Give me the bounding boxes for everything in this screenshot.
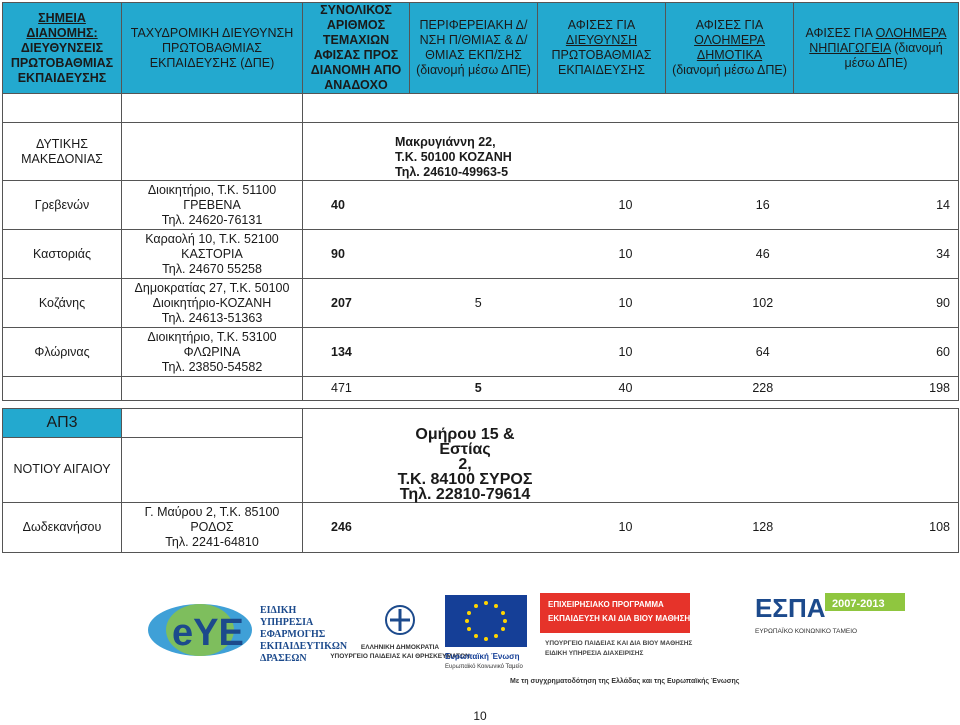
header-row [3,3,959,94]
header-posters-kindergarten: ΑΦΙΣΕΣ ΓΙΑ ΟΛΟΗΜΕΡΑ ΝΗΠΙΑΓΩΓΕΙΑ (διανομή μέσω ΔΠΕ) [794,3,959,94]
area-address: Διοικητήριο, Τ.Κ. 51100 ΓΡΕΒΕΝΑ Τηλ. 24620-76131 [122,181,303,230]
header-distribution-points: ΣΗΜΕΙΑ ΔΙΑΝΟΜΗΣ: ΔΙΕΥΘΥΝΣΕΙΣ ΠΡΩΤΟΒΑΘΜΙΑΣ ΕΚΠΑΙΔΕΥΣΗΣ [3,3,122,94]
area-name: Κοζάνης [3,279,122,328]
svg-text:ΕΙΔΙΚΗΥΠΗΡΕΣΙΑΕΦΑΡΜΟΓΗΣΕΚΠΑΙΔΕ: ΕΙΔΙΚΗ ΥΠΗΡΕΣΙΑ ΕΦΑΡΜΟΓΗΣ ΕΚΠΑΙΔΕΥΤΙΚΩΝ ΔΡΑΣΕΩΝ [260,605,348,664]
svg-text:ΕΛΛΗΝΙΚΗ ΔΗΜΟΚΡΑΤΙΑΥΠΟΥΡΓΕΙΟ Π: ΕΛΛΗΝΙΚΗ ΔΗΜΟΚΡΑΤΙΑ ΥΠΟΥΡΓΕΙΟ ΠΑΙΔΕΙΑΣ ΚΑΙ ΘΡΗΣΚΕΥΜΑΤΩΝ [330,644,470,660]
spacer-row [3,94,959,123]
area-address: Δημοκρατίας 27, Τ.Κ. 50100 Διοικητήριο-ΚΟΖΑΝΗ Τηλ. 24613-51363 [122,279,303,328]
header-posters-primary: ΑΦΙΣΕΣ ΓΙΑ ΟΛΟΗΜΕΡΑ ΔΗΜΟΤΙΚΑ (διανομή μέσω ΔΠΕ) [666,3,794,94]
area-name: Καστοριάς [3,230,122,279]
totals-row [3,377,959,401]
area-values: 207 5 10 102 90 [303,279,959,328]
svg-text:eYE: eYE [172,612,244,654]
sponsor-logos [0,575,960,695]
cofunding-text: Με τη συγχρηματοδότηση της Ελλάδας και της Ευρωπαϊκής Ένωσης [510,678,740,685]
table-row [3,181,959,230]
area-name: Γρεβενών [3,181,122,230]
area-address: Καραολή 10, Τ.Κ. 52100 ΚΑΣΤΟΡΙΑ Τηλ. 24670 55258 [122,230,303,279]
header-regional-directorate: ΠΕΡΙΦΕΡΕΙΑΚΗ Δ/ΝΣΗ Π/ΘΜΙΑΣ & Δ/ΘΜΙΑΣ ΕΚΠ/ΣΗΣ (διανομή μέσω ΔΠΕ) [410,3,538,94]
region-address: Ομήρου 15 & Εστίας 2, Τ.Κ. 84100 ΣΥΡΟΣ Τηλ. 22810-79614 [397,426,533,503]
area-address: Διοικητήριο, Τ.Κ. 53100 ΦΛΩΡΙΝΑ Τηλ. 23850-54582 [122,328,303,377]
region-name: ΝΟΤΙΟΥ ΑΙΓΑΙΟΥ [3,437,122,502]
svg-text:ΕΣΠΑ: ΕΣΠΑ [755,593,826,623]
table-row [3,328,959,377]
area-address: Γ. Μαύρου 2, Τ.Κ. 85100 ΡΟΔΟΣ Τηλ. 2241-64810 [122,503,303,553]
epeaek-logo [540,593,692,657]
region-name: ΔΥΤΙΚΗΣ ΜΑΚΕΔΟΝΙΑΣ [3,123,122,181]
area-name: Δωδεκανήσου [3,503,122,553]
svg-text:ΥΠΟΥΡΓΕΙΟ ΠΑΙΔΕΙΑΣ ΚΑΙ ΔΙΑ ΒΙΟ: ΥΠΟΥΡΓΕΙΟ ΠΑΙΔΕΙΑΣ ΚΑΙ ΔΙΑ ΒΙΟΥ ΜΑΘΗΣΗΣ ΕΙΔΙΚΗ ΥΠΗΡΕΣΙΑ ΔΙΑΧΕΙΡΙΣΗΣ [545,640,693,657]
espa-logo [755,593,905,635]
table-row [3,230,959,279]
svg-text:Ευρωπαϊκή Ένωση: Ευρωπαϊκή Ένωση [445,652,520,661]
region-address: Μακρυγιάννη 22, Τ.Κ. 50100 ΚΟΖΑΝΗ Τηλ. 24610-49963-5 [395,135,512,179]
table-row [3,279,959,328]
header-postal-address: ΤΑΧΥΔΡΟΜΙΚΗ ΔΙΕΥΘΥΝΣΗ ΠΡΩΤΟΒΑΘΜΙΑΣ ΕΚΠΑΙΔΕΥΣΗΣ (ΔΠΕ) [122,3,303,94]
svg-text:2007-2013: 2007-2013 [832,598,885,610]
eu-flag [445,595,527,670]
page-number: 10 [473,709,487,723]
section-label: ΑΠ3 [3,409,122,438]
gap-row [3,401,959,409]
eye-logo [148,604,348,664]
totals-values: 471 5 40 228 198 [303,377,959,401]
table-row [3,503,959,553]
section-label-row [3,409,959,438]
header-posters-dpe: ΑΦΙΣΕΣ ΓΙΑ ΔΙΕΥΘΥΝΣΗ ΠΡΩΤΟΒΑΘΜΙΑΣ ΕΚΠΑΙΔΕΥΣΗΣ [538,3,666,94]
header-total-posters: ΣΥΝΟΛΙΚΟΣ ΑΡΙΘΜΟΣ ΤΕΜΑΧΙΩΝ ΑΦΙΣΑΣ ΠΡΟΣ ΔΙΑΝΟΜΗ ΑΠΟ ΑΝΑΔΟΧΟ [303,3,410,94]
region-row-west-macedonia [3,123,959,181]
area-values: 246 10 128 108 [303,503,959,553]
area-values: 40 10 16 14 [303,181,959,230]
svg-text:ΕΠΙΧΕΙΡΗΣΙΑΚΟ ΠΡΟΓΡΑΜΜΑΕΚΠΑΙΔΕ: ΕΠΙΧΕΙΡΗΣΙΑΚΟ ΠΡΟΓΡΑΜΜΑ ΕΚΠΑΙΔΕΥΣΗ ΚΑΙ ΔΙΑ ΒΙΟΥ ΜΑΘΗΣΗ [548,600,691,623]
distribution-table [2,2,959,553]
area-name: Φλώρινας [3,328,122,377]
svg-text:Ευρωπαϊκό Κοινωνικό Ταμείο: Ευρωπαϊκό Κοινωνικό Ταμείο [445,664,523,670]
area-values: 90 10 46 34 [303,230,959,279]
area-values: 134 10 64 60 [303,328,959,377]
svg-text:ΕΥΡΩΠΑΪΚΟ ΚΟΙΝΩΝΙΚΟ ΤΑΜΕΙΟ: ΕΥΡΩΠΑΪΚΟ ΚΟΙΝΩΝΙΚΟ ΤΑΜΕΙΟ [755,628,858,635]
